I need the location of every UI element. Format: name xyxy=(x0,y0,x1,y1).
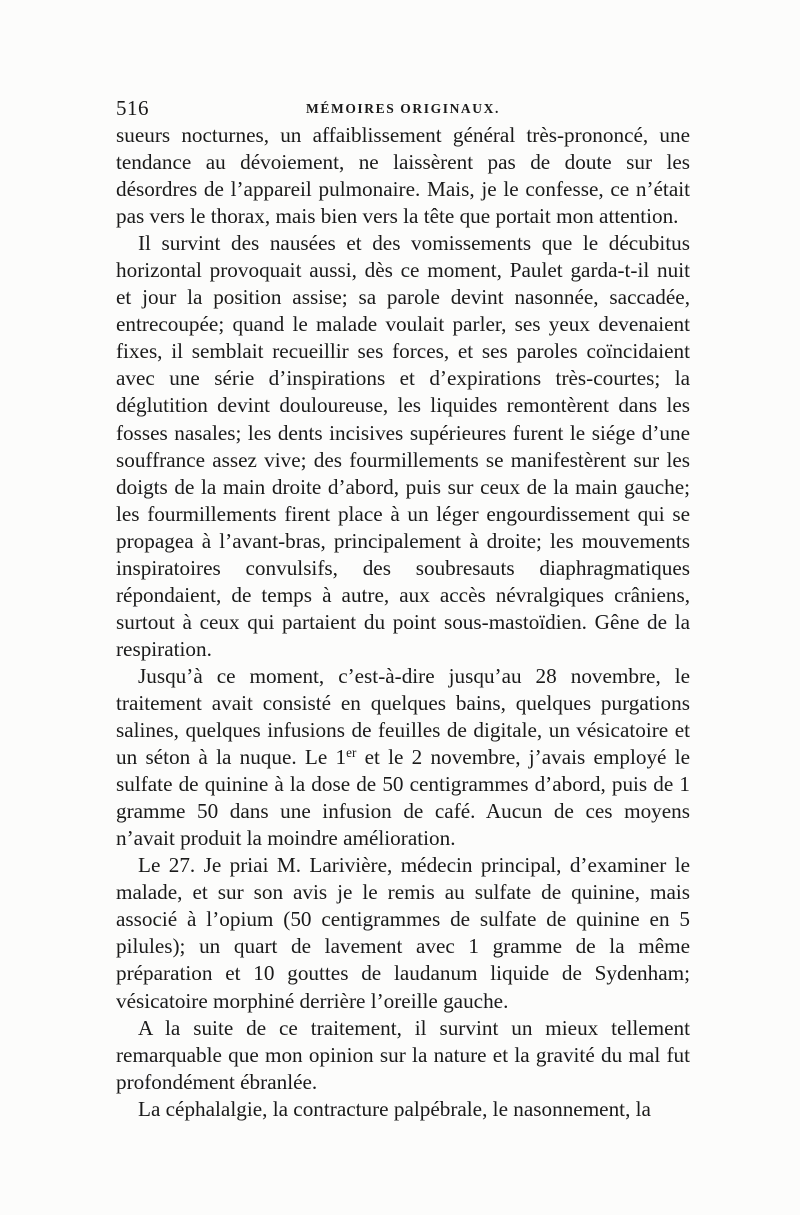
paragraph-continued: sueurs nocturnes, un affaiblissement général très-prononcé, une tendance au dévoiement, ne laissèrent pas de doute sur les désordres de l’appareil pulmonaire. Mais, je le confesse, ce n’était pas vers le thorax, mais bien vers la tête que portait mon attention. xyxy=(116,123,690,229)
running-title: MÉMOIRES ORIGINAUX. xyxy=(306,101,500,116)
paragraph-le-27: Le 27. Je priai M. Larivière, médecin principal, d’examiner le malade, et sur son avis je le remis au sulfate de quinine, mais associé à l’opium (50 centigrammes de sulfate de quinine en 5 pilules); un quart de lavement avec 1 gramme de la même préparation et 10 gouttes de laudanum liquide de Sydenham; vésicatoire morphiné derrière l’oreille gauche. xyxy=(116,853,690,1013)
ordinal-superscript: er xyxy=(346,744,357,760)
page-number: 516 xyxy=(116,96,149,120)
running-header xyxy=(116,96,690,120)
body-text xyxy=(116,122,690,1123)
paragraph-treatment-text-end: et le 2 novembre, j’avais employé le sulfate de quinine à la dose de 50 centigrammes d’abord, puis de 1 gramme 50 dans une infusion de café. Aucun de ces moyens n’avait produit la moindre amélioration. xyxy=(116,745,690,851)
paragraph-symptoms: Il survint des nausées et des vomissements que le décubitus horizontal provoquait aussi, dès ce moment, Paulet garda-t-il nuit et jour la position assise; sa parole devint nasonnée, saccadée, entrecoupée; quand le malade voulait parler, ses yeux devenaient fixes, il semblait recueillir ses forces, et ses paroles coïncidaient avec une série d’inspirations et d’expirations très-courtes; la déglutition devint douloureuse, les liquides remontèrent dans les fosses nasales; les dents incisives supérieures furent le siége d’une souffrance assez vive; des fourmillements se manifestèrent sur les doigts de la main droite d’abord, puis sur ceux de la main gauche; les fourmillements firent place à un léger engourdissement qui se propagea à l’avant-bras, principalement à droite; les mouvements inspiratoires convulsifs, des soubresauts diaphragmatiques répondaient, de temps à autre, aux accès névralgiques crâniens, surtout à ceux qui partaient du point sous-mastoïdien. Gêne de la respiration. xyxy=(116,231,690,661)
paragraph-final-line: La céphalalgie, la contracture palpébrale, le nasonnement, la xyxy=(138,1096,651,1121)
paragraph-improvement: A la suite de ce traitement, il survint un mieux tellement remarquable que mon opinion sur la nature et la gravité du mal fut profondément ébranlée. xyxy=(116,1015,690,1094)
paragraph-treatment-text-start: Jusqu’à ce moment, c’est-à-dire jusqu’au 28 novembre, le traitement avait consisté en quelques bains, quelques purgations salines, quelques infusions de feuilles de digitale, un vésicatoire et un séton à la nuque. Le 1 xyxy=(116,663,690,770)
paragraph-treatment xyxy=(116,663,690,852)
